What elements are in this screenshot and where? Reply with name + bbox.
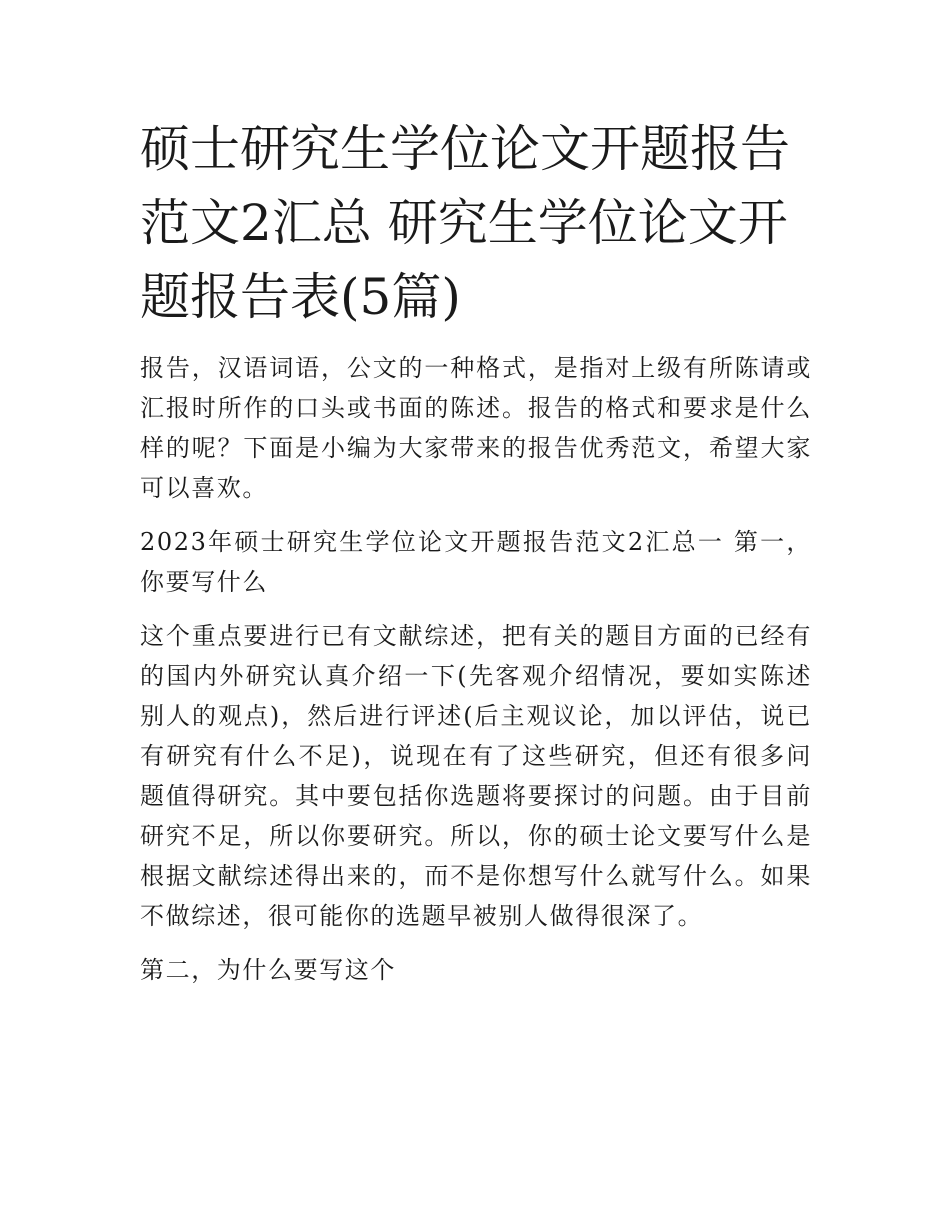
paragraph-section-heading-2: 第二，为什么要写这个 (140, 956, 396, 984)
document-title: 硕士研究生学位论文开题报告范文2汇总 研究生学位论文开题报告表(5篇) (140, 120, 790, 326)
paragraph-intro: 报告，汉语词语，公文的一种格式，是指对上级有所陈请或汇报时所作的口头或书面的陈述。报告的格式和要求是什么样的呢？下面是小编为大家带来的报告优秀范文，希望大家可以喜欢。 (140, 354, 812, 502)
paragraph-section-heading-1: 2023年硕士研究生学位论文开题报告范文2汇总一 第一，你要写什么 (140, 528, 812, 596)
paragraph-literature-review: 这个重点要进行已有文献综述，把有关的题目方面的已经有的国内外研究认真介绍一下(先客观介绍情况，要如实陈述别人的观点)，然后进行评述(后主观议论，加以评估，说已有研究有什么不足)，说现在有了这些研究，但还有很多问题值得研究。其中要包括你选题将要探讨的问题。由于目前研究不足，所以你要研究。所以，你的硕士论文要写什么是根据文献综述得出来的，而不是你想写什么就写什么。如果不做综述，很可能你的选题早被别人做得很深了。 (140, 622, 812, 930)
document-page (140, 112, 812, 990)
